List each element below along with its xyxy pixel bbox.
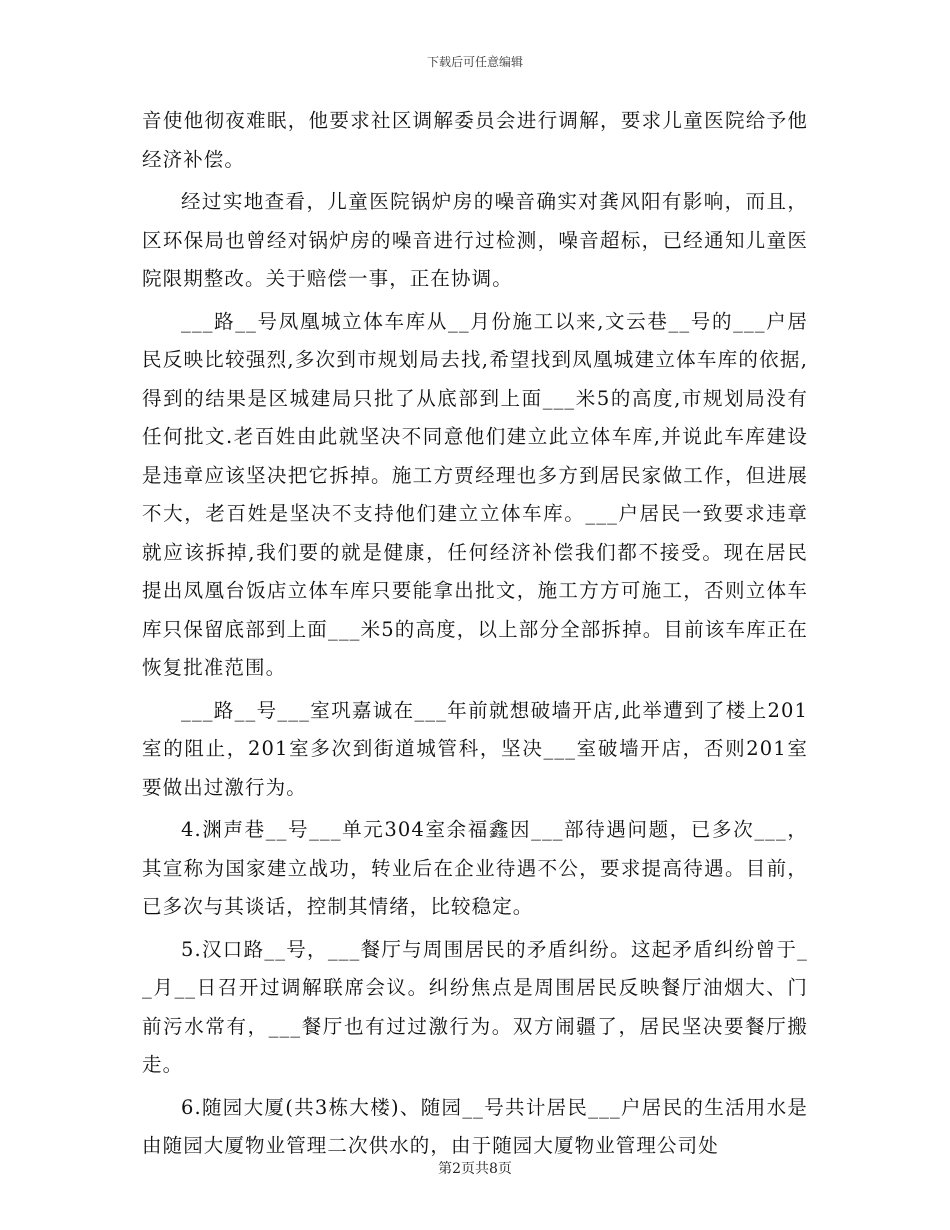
page-number: 第2页共8页	[438, 1161, 512, 1177]
page-header: 下载后可任意编辑	[426, 55, 523, 69]
paragraph-noise-inspection: 经过实地查看，儿童医院锅炉房的噪音确实对龚风阳有影响，而且，区环保局也曾经对锅炉房的噪音进行过检测，噪音超标，已经通知儿童医院限期整改。关于赔偿一事，正在协调。	[142, 190, 808, 290]
paragraph-parking-garage: ___路__号凤凰城立体车库从__月份施工以来,文云巷__号的___户居民反映比较强烈,多次到市规划局去找,希望找到凤凰城建立体车库的依据,得到的结果是区城建局只批了从底部到上面___米5的高度,市规划局没有任何批文.老百姓由此就坚决不同意他们建立此立体车库,并说此车库建设是违章应该坚决把它拆掉。施工方贾经理也多方到居民家做工作，但进展不大，老百姓是坚决不支持他们建立立体车库。___户居民一致要求违章就应该拆掉,我们要的就是健康，任何经济补偿我们都不接受。现在居民提出凤凰台饭店立体车库只要能拿出批文，施工方方可施工，否则立体车库只保留底部到上面___米5的高度，以上部分全部拆掉。目前该车库正在恢复批准范围。	[142, 309, 808, 679]
paragraph-continuation: 音使他彻夜难眠，他要求社区调解委员会进行调解，要求儿童医院给予他经济补偿。	[142, 109, 808, 171]
paragraph-item-6: 6.随园大厦(共3栋大楼)、随园__号共计居民___户居民的生活用水是由随园大厦物业管理二次供水的，由于随园大厦物业管理公司处	[142, 1095, 808, 1157]
document-body	[142, 102, 808, 1170]
paragraph-shop-opening: ___路__号___室巩嘉诚在___年前就想破墙开店,此举遭到了楼上201室的阻止，201室多次到街道城管科，坚决___室破墙开店，否则201室要做出过激行为。	[142, 698, 808, 799]
paragraph-item-4: 4.渊声巷__号___单元304室余福鑫因___部待遇问题，已多次___，其宣称为国家建立战功，转业后在企业待遇不公，要求提高待遇。目前，已多次与其谈话，控制其情绪，比较稳定。	[142, 818, 808, 918]
paragraph-item-5: 5.汉口路__号，___餐厅与周围居民的矛盾纠纷。这起矛盾纠纷曾于__月__日召开过调解联席会议。纠纷焦点是周围居民反映餐厅油烟大、门前污水常有，___餐厅也有过过激行为。双方闹疆了，居民坚决要餐厅搬走。	[142, 937, 808, 1076]
